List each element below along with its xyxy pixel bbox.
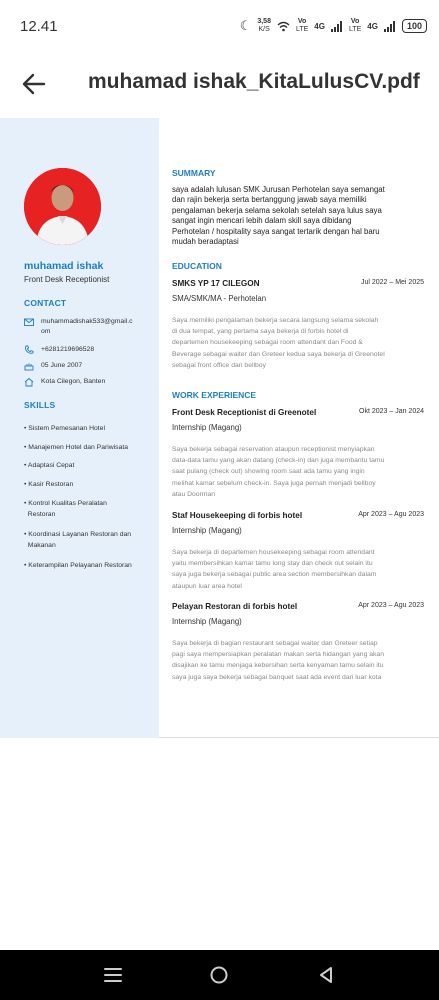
circle-icon	[209, 965, 229, 985]
app-bar	[0, 52, 439, 116]
birth-text: 05 June 2007	[41, 362, 83, 369]
summary-line: Perhotelan / hospitality saya sangat tertarik dengan hal baru	[172, 226, 380, 236]
skill-item: • Adaptasi Cepat	[24, 462, 75, 469]
job-desc	[172, 547, 420, 592]
navigation-bar	[0, 950, 439, 1000]
skill-text: Manajemen Hotel dan Pariwisata	[28, 444, 129, 451]
skill-item: • Manajemen Hotel dan Pariwisata	[24, 444, 129, 451]
phone-text: +6281219696528	[41, 346, 95, 353]
battery-indicator: 100	[402, 19, 427, 33]
phone-icon	[24, 345, 34, 355]
pdf-page[interactable]	[0, 118, 439, 738]
volte-2-label: Vo	[350, 18, 360, 25]
network-4g-5: 4G	[314, 21, 325, 31]
skill-item: • Kontrol Kualitas Peralatan Restoran	[24, 500, 107, 518]
volte-2	[349, 18, 361, 34]
desc-line: Saya memiliki pengalaman bekerja secara langsung selama sekolah	[172, 317, 379, 324]
avatar	[24, 168, 101, 245]
desc-line: data-data tamu yang akan datang (check-in) dan juga membantu tamu	[172, 457, 385, 465]
skill-text: Makanan	[27, 542, 56, 549]
arrow-left-icon[interactable]	[20, 70, 48, 98]
contact-heading: CONTACT	[24, 298, 67, 308]
desc-line: sebagai front office dan bellboy	[172, 361, 266, 369]
job-type: Internship (Magang)	[172, 423, 242, 432]
skill-item: • Koordinasi Layanan Restoran dan Makanan	[24, 531, 132, 549]
job-type: Internship (Magang)	[172, 526, 242, 535]
skill-text: Keterampilan Pelayanan Restoran	[28, 562, 132, 569]
desc-line: Saya bekerja di departemen housekeeping sebagai room attendant	[172, 549, 375, 556]
mail-icon	[24, 317, 34, 327]
job-title: Staf Housekeeping di forbis hotel	[172, 511, 303, 520]
wifi-icon	[277, 21, 290, 32]
house-icon	[24, 377, 34, 387]
cv-name: muhamad ishak	[24, 260, 104, 272]
status-bar	[0, 0, 439, 52]
job-title: Pelayan Restoran di forbis hotel	[172, 602, 298, 611]
job-date: Apr 2023 – Agu 2023	[358, 511, 424, 518]
speed-unit: K/S	[258, 26, 270, 33]
desc-line: di dua tempat, yang pertama saya bekerja di forbis hotel di	[172, 328, 349, 336]
triangle-back-icon	[317, 965, 335, 985]
home-button[interactable]	[204, 960, 234, 990]
skills-heading: SKILLS	[24, 400, 56, 410]
summary-line: saya adalah lulusan SMK Jurusan Perhotelan saya semangat	[172, 185, 385, 194]
skill-text: Sistem Pemesanan Hotel	[28, 425, 105, 432]
job-desc	[172, 444, 420, 500]
desc-line: atau Doorman	[172, 490, 216, 498]
desc-line: pagi saya mempersiapkan peralatan makan serta hidangan yang akan	[172, 651, 384, 659]
status-icons	[240, 18, 427, 34]
contact-phone	[24, 345, 149, 355]
skill-text: Koordinasi Layanan Restoran dan	[28, 531, 132, 538]
signal-2-icon	[384, 21, 396, 32]
desc-line: disajikan ke tamu menjaga kebersihan serta kenyaman tamu selain itu	[172, 662, 384, 670]
speed-value: 3,58	[257, 18, 271, 25]
network-4g: 4G	[367, 21, 378, 31]
skill-item: • Kasir Restoran	[24, 481, 74, 488]
skill-item: • Sistem Pemesanan Hotel	[24, 425, 105, 432]
desc-line: Saya bekerja di bagian restaurant sebagai waiter dan Greteer setiap	[172, 640, 378, 647]
recent-apps-button[interactable]	[98, 960, 128, 990]
desc-line: Beverage sebagai waiter dan Greteer kedua saya bekerja di Greenotel	[172, 350, 385, 358]
status-time: 12.41	[20, 17, 58, 35]
job-type: Internship (Magang)	[172, 617, 242, 626]
profile-photo	[24, 168, 101, 245]
education-date: Jul 2022 – Mei 2025	[360, 279, 424, 286]
network-speed	[257, 18, 271, 34]
job-date: Okt 2023 – Jan 2024	[359, 408, 424, 415]
do-not-disturb-icon: ☾	[239, 18, 252, 33]
desc-line: yaitu membersihkan kamar tamu long stay dan check out selain itu	[172, 560, 373, 568]
summary-line: dan rajin bekerja serta bertanggung jawab saya memiliki	[172, 195, 367, 205]
volte-1	[296, 18, 308, 34]
contact-location	[24, 377, 149, 387]
volte-1-sub: LTE	[295, 26, 309, 33]
menu-icon	[103, 966, 123, 984]
education-heading: EDUCATION	[172, 261, 222, 271]
summary-line: pengalaman bekerja selama sekolah setelah saya lulus saya	[172, 205, 382, 215]
email-text	[41, 317, 133, 337]
document-title: muhamad ishak_KitaLulusCV.pdf	[88, 70, 420, 93]
desc-line: melihat kamar sebelum check-in. Saya juga pernah menjadi bellboy	[172, 479, 376, 487]
summary-line: sangat ingin mencari lebih dalam skill saya dibidang	[172, 216, 352, 226]
skill-text: Kasir Restoran	[28, 481, 74, 488]
email-line-2: om	[41, 328, 51, 335]
education-degree: SMA/SMK/MA - Perhotelan	[172, 294, 267, 303]
desc-line: saat pulang (check out) showing room saat ada tamu yang ingin	[172, 468, 365, 476]
cv-role: Front Desk Receptionist	[24, 275, 110, 284]
desc-line: ataupun luar area hotel	[172, 582, 242, 590]
desc-line: saya juga bekerja sebagai public area section membersihkan dalam	[172, 571, 377, 579]
summary-text	[172, 185, 422, 247]
cv-sidebar	[0, 118, 159, 738]
email-line-1: muhammadishak533@gmail.c	[41, 318, 133, 325]
contact-birth	[24, 361, 149, 371]
contact-email	[24, 317, 149, 337]
skill-item: • Keterampilan Pelayanan Restoran	[24, 562, 132, 569]
skill-text: Adaptasi Cepat	[27, 462, 75, 469]
summary-line: mudah beradaptasi	[172, 237, 239, 247]
job-title: Front Desk Receptionist di Greenotel	[172, 408, 317, 417]
summary-heading: SUMMARY	[172, 168, 216, 178]
volte-1-label: Vo	[297, 18, 307, 25]
cake-icon	[24, 361, 34, 371]
work-heading: WORK EXPERIENCE	[172, 390, 257, 400]
back-button[interactable]	[311, 960, 341, 990]
location-text: Kota Cilegon, Banten	[41, 378, 106, 385]
job-date: Apr 2023 – Agu 2023	[358, 602, 424, 609]
volte-2-sub: LTE	[348, 26, 362, 33]
desc-line: saya juga saya bekerja sebagai banquet saat ada event dari luar kota	[172, 673, 382, 681]
job-desc	[172, 638, 420, 683]
education-school: SMKS YP 17 CILEGON	[172, 279, 260, 288]
desc-line: Saya bekerja sebagai reservation ataupun receptionist menyiapkan	[172, 446, 375, 453]
signal-1-icon	[331, 21, 343, 32]
cv-main	[172, 118, 434, 738]
skill-text: Restoran	[27, 511, 56, 518]
education-desc	[172, 315, 420, 371]
skill-text: Kontrol Kualitas Peralatan	[28, 500, 107, 507]
desc-line: departemen housekeeping sebagai room attendant dan Food &	[172, 339, 363, 347]
